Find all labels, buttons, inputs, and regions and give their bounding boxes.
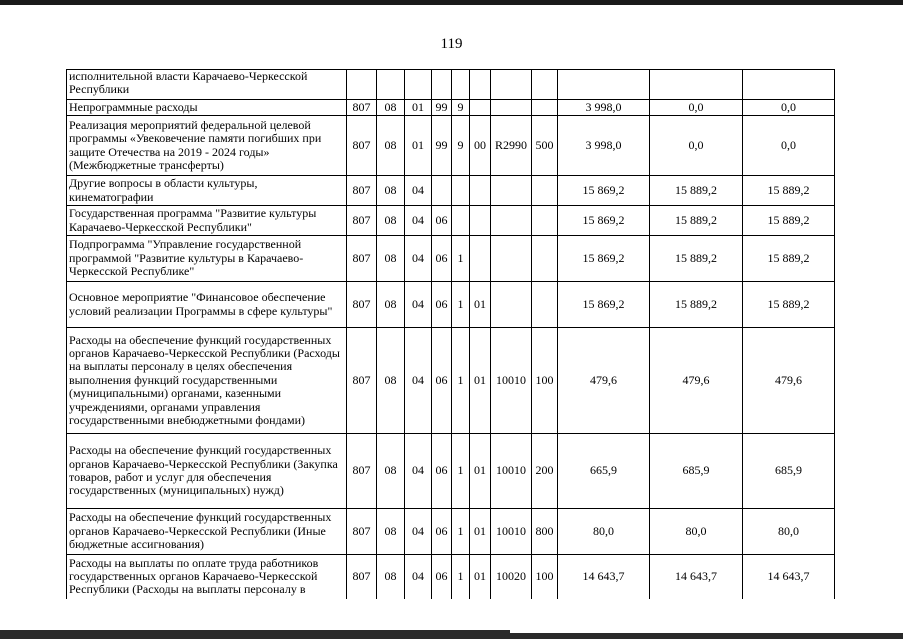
scan-edge-top (0, 0, 903, 5)
row-vr (532, 70, 558, 100)
row-pr: 04 (405, 282, 432, 328)
row-p3: 01 (470, 282, 491, 328)
row-p3: 01 (470, 509, 491, 555)
row-year1: 15 869,2 (558, 206, 650, 236)
row-p2: 1 (452, 509, 470, 555)
row-pr: 04 (405, 509, 432, 555)
row-name: Государственная программа "Развитие культуры Карачаево-Черкесской Республики" (67, 206, 347, 236)
row-p1: 06 (432, 206, 452, 236)
row-rz: 08 (377, 176, 405, 206)
row-year1: 479,6 (558, 328, 650, 434)
row-year3 (743, 70, 835, 100)
row-p1: 99 (432, 100, 452, 116)
row-p1 (432, 70, 452, 100)
row-ved: 807 (347, 236, 377, 282)
row-year1: 14 643,7 (558, 555, 650, 599)
row-p2: 9 (452, 100, 470, 116)
row-vr (532, 282, 558, 328)
row-year2: 15 889,2 (650, 236, 743, 282)
row-ved: 807 (347, 116, 377, 176)
row-year1: 665,9 (558, 434, 650, 509)
row-name: Непрограммные расходы (67, 100, 347, 116)
row-year1: 3 998,0 (558, 100, 650, 116)
table-row (67, 100, 835, 116)
scan-edge-bottom (0, 633, 903, 639)
row-p2: 1 (452, 282, 470, 328)
row-year1: 15 869,2 (558, 236, 650, 282)
row-ved: 807 (347, 434, 377, 509)
row-p3 (470, 206, 491, 236)
table-row (67, 509, 835, 555)
row-year2 (650, 70, 743, 100)
row-p3: 00 (470, 116, 491, 176)
row-p2: 1 (452, 555, 470, 599)
row-p1: 06 (432, 555, 452, 599)
row-p2 (452, 176, 470, 206)
row-year3: 15 889,2 (743, 282, 835, 328)
row-year2: 80,0 (650, 509, 743, 555)
row-ind (491, 236, 532, 282)
row-name: Основное мероприятие "Финансовое обеспечение условий реализации Программы в сфере культуры" (67, 282, 347, 328)
row-p1: 06 (432, 509, 452, 555)
table-row (67, 206, 835, 236)
table-row (67, 328, 835, 434)
row-p2: 1 (452, 236, 470, 282)
row-year3: 14 643,7 (743, 555, 835, 599)
row-pr: 01 (405, 116, 432, 176)
row-ind: R2990 (491, 116, 532, 176)
row-year3: 0,0 (743, 116, 835, 176)
row-year2: 15 889,2 (650, 176, 743, 206)
row-pr: 04 (405, 555, 432, 599)
row-p2: 1 (452, 328, 470, 434)
row-p3 (470, 100, 491, 116)
row-vr: 200 (532, 434, 558, 509)
row-ind (491, 100, 532, 116)
row-ind: 10010 (491, 434, 532, 509)
row-name: Расходы на выплаты по оплате труда работников государственных органов Карачаево-Черкесской Республики (Расходы на выплаты персоналу в (67, 555, 347, 599)
row-vr: 800 (532, 509, 558, 555)
row-year2: 15 889,2 (650, 206, 743, 236)
row-rz: 08 (377, 328, 405, 434)
row-name: Расходы на обеспечение функций государственных органов Карачаево-Черкесской Республики (Закупка товаров, работ и услуг для обеспечения государственных (муниципальных) нужд) (67, 434, 347, 509)
row-name: Другие вопросы в области культуры, кинематографии (67, 176, 347, 206)
row-year2: 685,9 (650, 434, 743, 509)
row-ved: 807 (347, 328, 377, 434)
row-rz: 08 (377, 434, 405, 509)
row-rz: 08 (377, 555, 405, 599)
row-year3: 15 889,2 (743, 176, 835, 206)
table-body (67, 70, 835, 599)
row-p3 (470, 70, 491, 100)
row-pr: 04 (405, 236, 432, 282)
row-p3: 01 (470, 328, 491, 434)
row-vr (532, 206, 558, 236)
row-rz: 08 (377, 509, 405, 555)
row-vr: 100 (532, 328, 558, 434)
row-p1: 06 (432, 328, 452, 434)
row-rz: 08 (377, 282, 405, 328)
row-year2: 15 889,2 (650, 282, 743, 328)
row-name: Расходы на обеспечение функций государственных органов Карачаево-Черкесской Республики (Расходы на выплаты персоналу в целях обеспечения выполнения функций государственными (муниципальными) органами, казенными учреждениями, органами управления государственными внебюджетными фондами) (67, 328, 347, 434)
row-year3: 685,9 (743, 434, 835, 509)
row-year1: 15 869,2 (558, 282, 650, 328)
row-rz (377, 70, 405, 100)
table-row (67, 434, 835, 509)
row-year3: 80,0 (743, 509, 835, 555)
row-p2 (452, 70, 470, 100)
row-ved: 807 (347, 282, 377, 328)
row-year2: 14 643,7 (650, 555, 743, 599)
row-vr (532, 100, 558, 116)
row-vr (532, 236, 558, 282)
row-p3: 01 (470, 434, 491, 509)
row-p2 (452, 206, 470, 236)
row-year3: 0,0 (743, 100, 835, 116)
table-row (67, 555, 835, 599)
row-ind: 10020 (491, 555, 532, 599)
row-pr (405, 70, 432, 100)
row-p3 (470, 176, 491, 206)
row-pr: 04 (405, 206, 432, 236)
row-year3: 479,6 (743, 328, 835, 434)
row-pr: 01 (405, 100, 432, 116)
row-year3: 15 889,2 (743, 206, 835, 236)
row-p2: 1 (452, 434, 470, 509)
row-ved: 807 (347, 100, 377, 116)
row-year1: 3 998,0 (558, 116, 650, 176)
row-year3: 15 889,2 (743, 236, 835, 282)
row-pr: 04 (405, 434, 432, 509)
row-name: Реализация мероприятий федеральной целевой программы «Увековечение памяти погибших при защите Отечества на 2019 - 2024 годы» (Межбюджетные трансферты) (67, 116, 347, 176)
row-rz: 08 (377, 100, 405, 116)
row-name: исполнительной власти Карачаево-Черкесской Республики (67, 70, 347, 100)
row-ved: 807 (347, 206, 377, 236)
row-p1: 06 (432, 236, 452, 282)
row-p1: 06 (432, 434, 452, 509)
table-row (67, 236, 835, 282)
page-number: 119 (440, 36, 463, 52)
row-p3 (470, 236, 491, 282)
row-year1 (558, 70, 650, 100)
table-row (67, 282, 835, 328)
row-year2: 479,6 (650, 328, 743, 434)
budget-table (66, 69, 835, 599)
row-rz: 08 (377, 206, 405, 236)
row-vr: 500 (532, 116, 558, 176)
row-ved: 807 (347, 509, 377, 555)
row-ved: 807 (347, 555, 377, 599)
row-vr: 100 (532, 555, 558, 599)
row-p1 (432, 176, 452, 206)
row-ind (491, 176, 532, 206)
row-year1: 80,0 (558, 509, 650, 555)
row-year2: 0,0 (650, 100, 743, 116)
row-p1: 06 (432, 282, 452, 328)
row-name: Подпрограмма "Управление государственной программой "Развитие культуры в Карачаево-Черкесской Республике" (67, 236, 347, 282)
row-ind (491, 282, 532, 328)
row-ind: 10010 (491, 328, 532, 434)
row-rz: 08 (377, 116, 405, 176)
row-p3: 01 (470, 555, 491, 599)
row-ved (347, 70, 377, 100)
table-row (67, 176, 835, 206)
row-pr: 04 (405, 328, 432, 434)
table-row (67, 70, 835, 100)
row-year2: 0,0 (650, 116, 743, 176)
table-row (67, 116, 835, 176)
row-pr: 04 (405, 176, 432, 206)
row-rz: 08 (377, 236, 405, 282)
row-ind (491, 70, 532, 100)
row-name: Расходы на обеспечение функций государственных органов Карачаево-Черкесской Республики (Иные бюджетные ассигнования) (67, 509, 347, 555)
row-p1: 99 (432, 116, 452, 176)
row-vr (532, 176, 558, 206)
row-p2: 9 (452, 116, 470, 176)
row-year1: 15 869,2 (558, 176, 650, 206)
row-ind (491, 206, 532, 236)
row-ved: 807 (347, 176, 377, 206)
row-ind: 10010 (491, 509, 532, 555)
